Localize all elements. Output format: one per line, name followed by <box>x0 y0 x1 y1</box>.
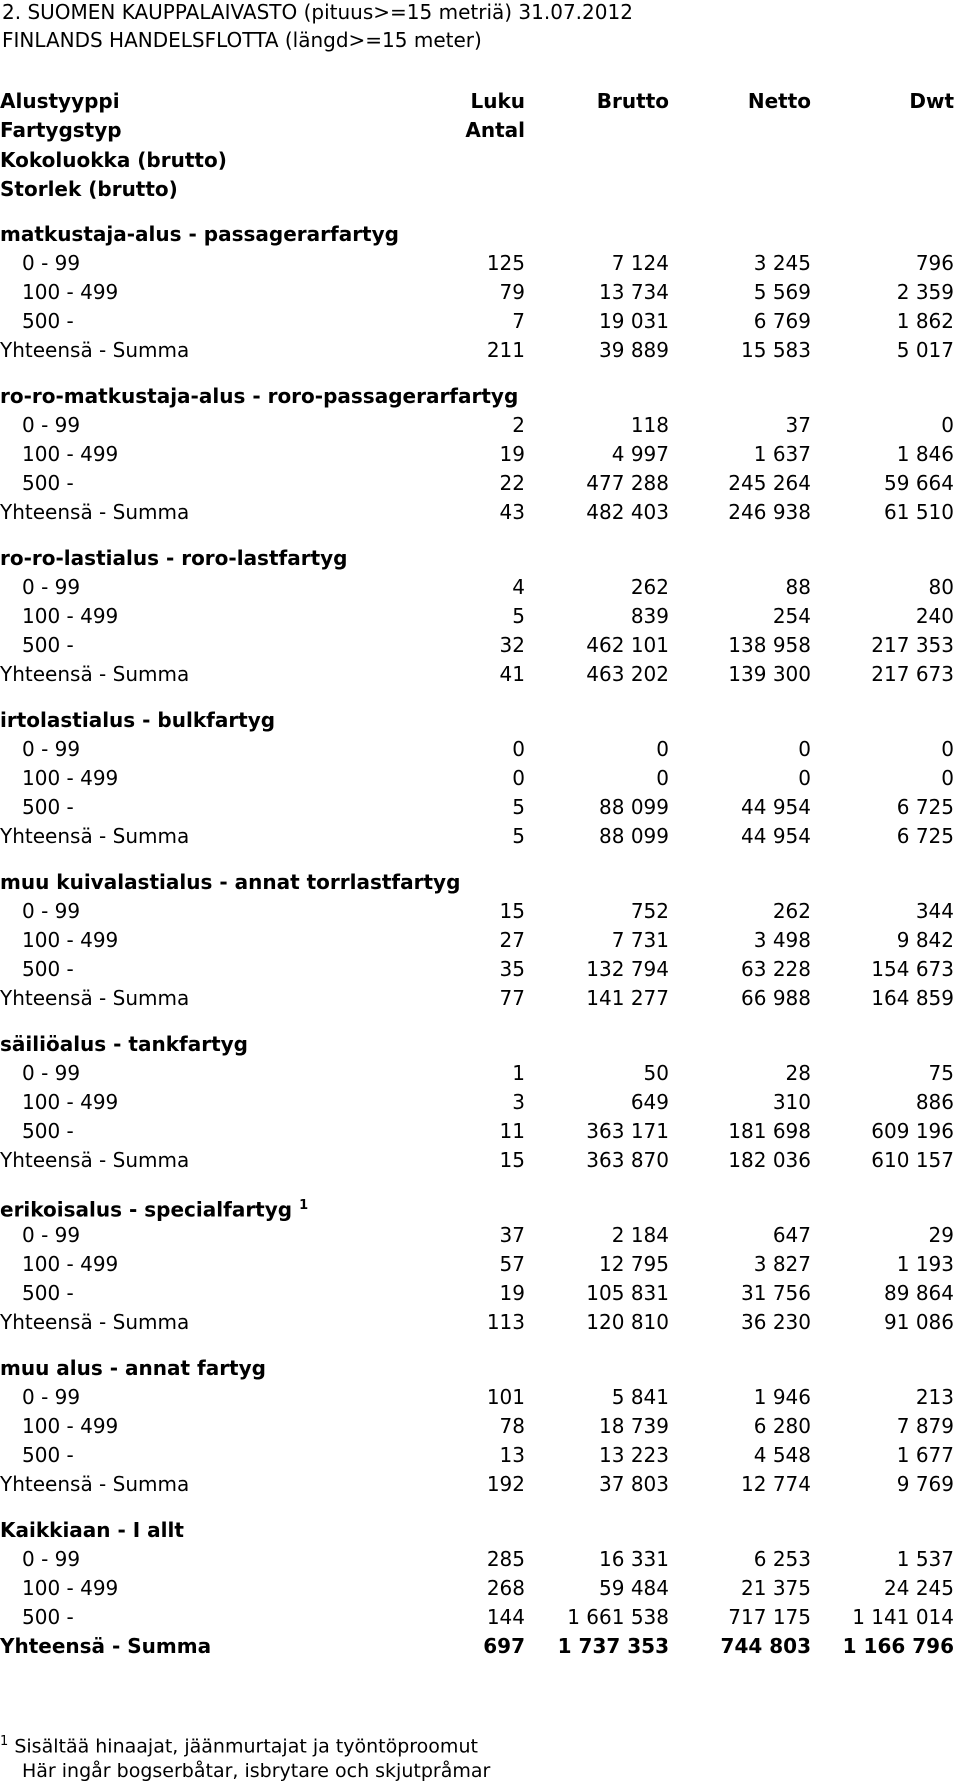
count-cell: 27 <box>499 928 525 952</box>
gross-cell: 0 <box>656 766 669 790</box>
net-cell: 262 <box>772 899 811 923</box>
table-row <box>0 925 960 955</box>
footnote-fi-text: Sisältää hinaajat, jäänmurtajat ja työntöproomut <box>14 1735 478 1758</box>
page-title-line-1: 2. SUOMEN KAUPPALAIVASTO (pituus>=15 metriä) 31.07.2012 <box>2 0 633 24</box>
net-cell: 12 774 <box>741 1472 811 1496</box>
size-class-label: 0 - 99 <box>22 413 81 437</box>
count-cell: 3 <box>512 1090 525 1114</box>
header-net: Netto <box>747 89 811 113</box>
dwt-cell: 217 673 <box>871 662 954 686</box>
net-cell: 21 375 <box>741 1576 811 1600</box>
table-row <box>0 1411 960 1441</box>
header-dwt: Dwt <box>909 89 954 113</box>
section-heading-text: muu alus - annat fartyg <box>0 1356 266 1380</box>
table-total-row <box>0 1631 960 1661</box>
footnote-sv: Här ingår bogserbåtar, isbrytare och skjutpråmar <box>22 1760 491 1782</box>
net-cell: 66 988 <box>741 986 811 1010</box>
section-heading <box>0 705 275 735</box>
gross-cell: 13 734 <box>599 280 669 304</box>
gross-cell: 2 184 <box>611 1223 669 1247</box>
gross-cell: 120 810 <box>586 1310 669 1334</box>
count-cell: 101 <box>486 1385 525 1409</box>
count-cell: 0 <box>512 737 525 761</box>
table-row <box>0 734 960 764</box>
size-class-label: 500 - <box>22 957 74 981</box>
net-cell: 138 958 <box>728 633 811 657</box>
size-class-label: 500 - <box>22 309 74 333</box>
table-row <box>0 1116 960 1146</box>
gross-cell: 132 794 <box>586 957 669 981</box>
table-row <box>0 896 960 926</box>
count-cell: 32 <box>499 633 525 657</box>
section-heading <box>0 219 399 249</box>
net-cell: 36 230 <box>741 1310 811 1334</box>
table-total-row <box>0 1469 960 1499</box>
size-class-label: 0 - 99 <box>22 737 81 761</box>
count-cell: 41 <box>499 662 525 686</box>
gross-cell: 839 <box>630 604 669 628</box>
gross-cell: 4 997 <box>611 442 669 466</box>
gross-cell: 12 795 <box>599 1252 669 1276</box>
size-class-label: 500 - <box>22 633 74 657</box>
size-class-label: 100 - 499 <box>22 928 119 952</box>
count-cell: 57 <box>499 1252 525 1276</box>
gross-cell: 1 737 353 <box>557 1634 669 1658</box>
gross-cell: 18 739 <box>599 1414 669 1438</box>
gross-cell: 105 831 <box>586 1281 669 1305</box>
gross-cell: 5 841 <box>611 1385 669 1409</box>
net-cell: 139 300 <box>728 662 811 686</box>
size-class-label: 0 - 99 <box>22 1547 81 1571</box>
net-cell: 1 637 <box>753 442 811 466</box>
dwt-cell: 344 <box>915 899 954 923</box>
net-cell: 647 <box>772 1223 811 1247</box>
net-cell: 44 954 <box>741 824 811 848</box>
count-cell: 697 <box>483 1634 525 1658</box>
header-type-sv: Fartygstyp <box>0 118 122 142</box>
size-class-label: Yhteensä - Summa <box>0 338 190 362</box>
count-cell: 79 <box>499 280 525 304</box>
count-cell: 4 <box>512 575 525 599</box>
gross-cell: 88 099 <box>599 824 669 848</box>
net-cell: 5 569 <box>753 280 811 304</box>
count-cell: 13 <box>499 1443 525 1467</box>
dwt-cell: 796 <box>915 251 954 275</box>
table-row <box>0 954 960 984</box>
table-row <box>0 277 960 307</box>
gross-cell: 1 661 538 <box>567 1605 669 1629</box>
gross-cell: 363 171 <box>586 1119 669 1143</box>
table-row <box>0 1220 960 1250</box>
header-count-sv: Antal <box>465 118 525 142</box>
table-total-row <box>0 659 960 689</box>
size-class-label: 500 - <box>22 471 74 495</box>
table-total-row <box>0 1145 960 1175</box>
dwt-cell: 217 353 <box>871 633 954 657</box>
section-heading <box>0 1029 248 1059</box>
dwt-cell: 5 017 <box>896 338 954 362</box>
count-cell: 285 <box>486 1547 525 1571</box>
size-class-label: Yhteensä - Summa <box>0 662 190 686</box>
size-class-label: 500 - <box>22 795 74 819</box>
gross-cell: 0 <box>656 737 669 761</box>
count-cell: 125 <box>486 251 525 275</box>
size-class-label: 0 - 99 <box>22 899 81 923</box>
net-cell: 0 <box>798 766 811 790</box>
header-gross: Brutto <box>596 89 669 113</box>
header-size-sv: Storlek (brutto) <box>0 177 178 201</box>
net-cell: 254 <box>772 604 811 628</box>
table-row <box>0 763 960 793</box>
count-cell: 2 <box>512 413 525 437</box>
table-row <box>0 1573 960 1603</box>
net-cell: 181 698 <box>728 1119 811 1143</box>
size-class-label: 500 - <box>22 1119 74 1143</box>
net-cell: 15 583 <box>741 338 811 362</box>
dwt-cell: 24 245 <box>884 1576 954 1600</box>
table-total-row <box>0 821 960 851</box>
gross-cell: 141 277 <box>586 986 669 1010</box>
dwt-cell: 9 842 <box>896 928 954 952</box>
dwt-cell: 6 725 <box>896 824 954 848</box>
dwt-cell: 610 157 <box>871 1148 954 1172</box>
net-cell: 744 803 <box>720 1634 811 1658</box>
net-cell: 6 769 <box>753 309 811 333</box>
size-class-label: 100 - 499 <box>22 1576 119 1600</box>
count-cell: 15 <box>499 899 525 923</box>
gross-cell: 262 <box>630 575 669 599</box>
count-cell: 5 <box>512 795 525 819</box>
count-cell: 192 <box>486 1472 525 1496</box>
table-row <box>0 1249 960 1279</box>
gross-cell: 7 124 <box>611 251 669 275</box>
net-cell: 44 954 <box>741 795 811 819</box>
dwt-cell: 0 <box>941 737 954 761</box>
size-class-label: 100 - 499 <box>22 1252 119 1276</box>
section-heading-text: ro-ro-matkustaja-alus - roro-passagerarfartyg <box>0 384 519 408</box>
size-class-label: 100 - 499 <box>22 1090 119 1114</box>
gross-cell: 50 <box>643 1061 669 1085</box>
size-class-label: Yhteensä - Summa <box>0 500 190 524</box>
count-cell: 268 <box>486 1576 525 1600</box>
dwt-cell: 0 <box>941 413 954 437</box>
table-row <box>0 1602 960 1632</box>
section-heading-text: Kaikkiaan - I allt <box>0 1518 184 1542</box>
size-class-label: 0 - 99 <box>22 1061 81 1085</box>
dwt-cell: 1 141 014 <box>852 1605 954 1629</box>
size-class-label: 100 - 499 <box>22 766 119 790</box>
gross-cell: 463 202 <box>586 662 669 686</box>
size-class-label: 500 - <box>22 1443 74 1467</box>
dwt-cell: 164 859 <box>871 986 954 1010</box>
net-cell: 6 280 <box>753 1414 811 1438</box>
section-heading-text: muu kuivalastialus - annat torrlastfartyg <box>0 870 461 894</box>
net-cell: 31 756 <box>741 1281 811 1305</box>
table-row <box>0 792 960 822</box>
net-cell: 0 <box>798 737 811 761</box>
net-cell: 717 175 <box>728 1605 811 1629</box>
table-row <box>0 468 960 498</box>
count-cell: 43 <box>499 500 525 524</box>
size-class-label: Yhteensä - Summa <box>0 1310 190 1334</box>
gross-cell: 19 031 <box>599 309 669 333</box>
count-cell: 113 <box>486 1310 525 1334</box>
dwt-cell: 1 846 <box>896 442 954 466</box>
section-heading <box>0 867 460 897</box>
header-size-fi: Kokoluokka (brutto) <box>0 148 227 172</box>
gross-cell: 649 <box>630 1090 669 1114</box>
page-title-line-2: FINLANDS HANDELSFLOTTA (längd>=15 meter) <box>2 28 482 52</box>
dwt-cell: 1 537 <box>896 1547 954 1571</box>
net-cell: 1 946 <box>753 1385 811 1409</box>
gross-cell: 482 403 <box>586 500 669 524</box>
count-cell: 77 <box>499 986 525 1010</box>
count-cell: 37 <box>499 1223 525 1247</box>
table-row <box>0 630 960 660</box>
table-row <box>0 1278 960 1308</box>
net-cell: 3 245 <box>753 251 811 275</box>
dwt-cell: 9 769 <box>896 1472 954 1496</box>
count-cell: 15 <box>499 1148 525 1172</box>
dwt-cell: 7 879 <box>896 1414 954 1438</box>
net-cell: 3 827 <box>753 1252 811 1276</box>
dwt-cell: 59 664 <box>884 471 954 495</box>
section-heading <box>0 543 348 573</box>
header-type-fi: Alustyyppi <box>0 89 120 113</box>
count-cell: 144 <box>486 1605 525 1629</box>
net-cell: 28 <box>785 1061 811 1085</box>
dwt-cell: 1 862 <box>896 309 954 333</box>
size-class-label: Yhteensä - Summa <box>0 1148 190 1172</box>
table-total-row <box>0 1307 960 1337</box>
count-cell: 1 <box>512 1061 525 1085</box>
size-class-label: 500 - <box>22 1281 74 1305</box>
gross-cell: 59 484 <box>599 1576 669 1600</box>
dwt-cell: 6 725 <box>896 795 954 819</box>
dwt-cell: 0 <box>941 766 954 790</box>
count-cell: 19 <box>499 1281 525 1305</box>
section-heading <box>0 1353 266 1383</box>
net-cell: 63 228 <box>741 957 811 981</box>
section-heading-text: ro-ro-lastialus - roro-lastfartyg <box>0 546 348 570</box>
gross-cell: 752 <box>630 899 669 923</box>
section-heading-text: erikoisalus - specialfartyg <box>0 1197 293 1222</box>
table-row <box>0 306 960 336</box>
size-class-label: Yhteensä - Summa <box>0 1634 212 1658</box>
gross-cell: 13 223 <box>599 1443 669 1467</box>
gross-cell: 477 288 <box>586 471 669 495</box>
dwt-cell: 154 673 <box>871 957 954 981</box>
net-cell: 246 938 <box>728 500 811 524</box>
count-cell: 5 <box>512 604 525 628</box>
size-class-label: Yhteensä - Summa <box>0 824 190 848</box>
count-cell: 5 <box>512 824 525 848</box>
footnote-ref: 1 <box>299 1198 309 1213</box>
dwt-cell: 2 359 <box>896 280 954 304</box>
gross-cell: 16 331 <box>599 1547 669 1571</box>
count-cell: 7 <box>512 309 525 333</box>
section-heading <box>0 381 518 411</box>
gross-cell: 88 099 <box>599 795 669 819</box>
size-class-label: 0 - 99 <box>22 575 81 599</box>
dwt-cell: 1 193 <box>896 1252 954 1276</box>
net-cell: 310 <box>772 1090 811 1114</box>
size-class-label: 100 - 499 <box>22 280 119 304</box>
count-cell: 35 <box>499 957 525 981</box>
gross-cell: 363 870 <box>586 1148 669 1172</box>
table-row <box>0 410 960 440</box>
section-heading-text: matkustaja-alus - passagerarfartyg <box>0 222 399 246</box>
section-heading-text: säiliöalus - tankfartyg <box>0 1032 248 1056</box>
size-class-label: 100 - 499 <box>22 1414 119 1438</box>
net-cell: 245 264 <box>728 471 811 495</box>
table-row <box>0 439 960 469</box>
net-cell: 37 <box>785 413 811 437</box>
gross-cell: 37 803 <box>599 1472 669 1496</box>
size-class-label: 100 - 499 <box>22 604 119 628</box>
size-class-label: 500 - <box>22 1605 74 1629</box>
section-heading-text: irtolastialus - bulkfartyg <box>0 708 276 732</box>
table-row <box>0 1544 960 1574</box>
dwt-cell: 240 <box>915 604 954 628</box>
count-cell: 211 <box>486 338 525 362</box>
dwt-cell: 1 166 796 <box>842 1634 954 1658</box>
dwt-cell: 213 <box>915 1385 954 1409</box>
table-total-row <box>0 335 960 365</box>
net-cell: 88 <box>785 575 811 599</box>
dwt-cell: 91 086 <box>884 1310 954 1334</box>
table-row <box>0 248 960 278</box>
footnote-mark: 1 <box>0 1734 9 1749</box>
gross-cell: 7 731 <box>611 928 669 952</box>
dwt-cell: 80 <box>928 575 954 599</box>
table-total-row <box>0 497 960 527</box>
size-class-label: 0 - 99 <box>22 251 81 275</box>
dwt-cell: 75 <box>928 1061 954 1085</box>
count-cell: 19 <box>499 442 525 466</box>
section-heading <box>0 1515 184 1545</box>
header-count-fi: Luku <box>470 89 525 113</box>
table-total-row <box>0 983 960 1013</box>
table-row <box>0 1087 960 1117</box>
dwt-cell: 61 510 <box>884 500 954 524</box>
count-cell: 22 <box>499 471 525 495</box>
gross-cell: 462 101 <box>586 633 669 657</box>
dwt-cell: 1 677 <box>896 1443 954 1467</box>
table-row <box>0 1440 960 1470</box>
footnote-fi <box>0 1728 478 1760</box>
dwt-cell: 886 <box>915 1090 954 1114</box>
dwt-cell: 89 864 <box>884 1281 954 1305</box>
size-class-label: Yhteensä - Summa <box>0 1472 190 1496</box>
size-class-label: Yhteensä - Summa <box>0 986 190 1010</box>
size-class-label: 0 - 99 <box>22 1385 81 1409</box>
size-class-label: 0 - 99 <box>22 1223 81 1247</box>
dwt-cell: 609 196 <box>871 1119 954 1143</box>
table-row <box>0 601 960 631</box>
size-class-label: 100 - 499 <box>22 442 119 466</box>
table-row <box>0 1058 960 1088</box>
net-cell: 4 548 <box>753 1443 811 1467</box>
count-cell: 78 <box>499 1414 525 1438</box>
count-cell: 0 <box>512 766 525 790</box>
net-cell: 3 498 <box>753 928 811 952</box>
net-cell: 6 253 <box>753 1547 811 1571</box>
count-cell: 11 <box>499 1119 525 1143</box>
gross-cell: 118 <box>630 413 669 437</box>
gross-cell: 39 889 <box>599 338 669 362</box>
net-cell: 182 036 <box>728 1148 811 1172</box>
dwt-cell: 29 <box>928 1223 954 1247</box>
table-row <box>0 1382 960 1412</box>
table-row <box>0 572 960 602</box>
